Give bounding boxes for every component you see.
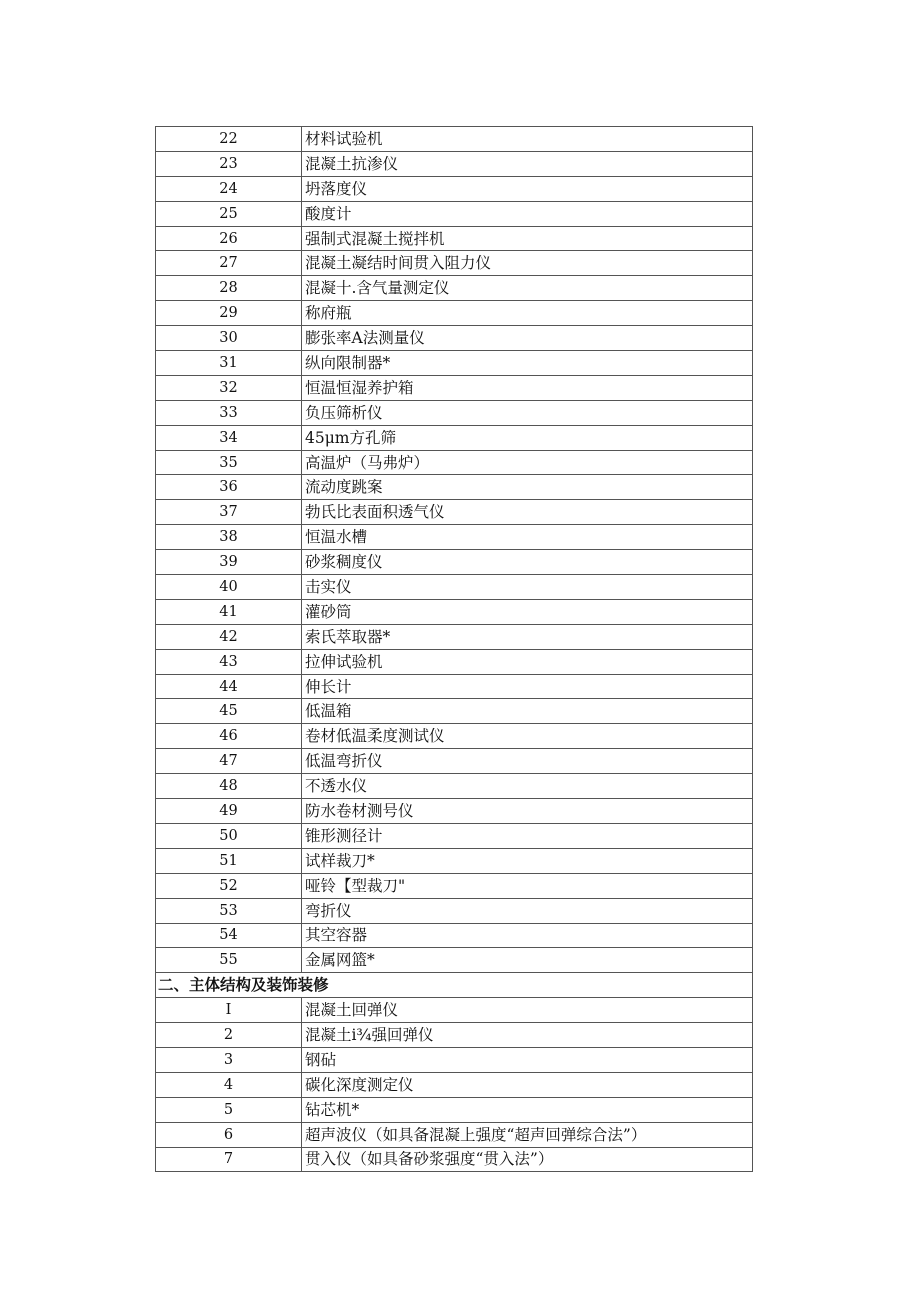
row-number: 3: [156, 1047, 302, 1072]
row-number: 43: [156, 649, 302, 674]
table-row: [156, 500, 753, 525]
row-number: 44: [156, 674, 302, 699]
equipment-name: 其空容器: [302, 923, 753, 948]
table-row: [156, 923, 753, 948]
table-row: [156, 251, 753, 276]
table-row: [156, 1147, 753, 1172]
equipment-name: 45μm方孔筛: [302, 425, 753, 450]
equipment-name: 钻芯机*: [302, 1097, 753, 1122]
equipment-name: 索氏萃取器*: [302, 624, 753, 649]
table-row: [156, 724, 753, 749]
row-number: 4: [156, 1072, 302, 1097]
row-number: 6: [156, 1122, 302, 1147]
equipment-name: 砂浆稠度仪: [302, 550, 753, 575]
table-row: [156, 301, 753, 326]
equipment-name: 强制式混凝土搅拌机: [302, 226, 753, 251]
section-header-row: [156, 973, 753, 998]
table-row: [156, 400, 753, 425]
table-row: [156, 1097, 753, 1122]
table-row: [156, 699, 753, 724]
table-row: [156, 525, 753, 550]
equipment-name: 拉伸试验机: [302, 649, 753, 674]
equipment-name: 流动度跳案: [302, 475, 753, 500]
row-number: 22: [156, 127, 302, 152]
table-row: [156, 276, 753, 301]
row-number: 46: [156, 724, 302, 749]
equipment-name: 击实仪: [302, 575, 753, 600]
equipment-name: 金属网篮*: [302, 948, 753, 973]
equipment-name: 超声波仪（如具备混凝上强度“超声回弹综合法”）: [302, 1122, 753, 1147]
equipment-name: 恒温恒湿养护箱: [302, 375, 753, 400]
equipment-name: 钢砧: [302, 1047, 753, 1072]
table-row: [156, 226, 753, 251]
equipment-name: 材料试验机: [302, 127, 753, 152]
row-number: 27: [156, 251, 302, 276]
equipment-name: 弯折仪: [302, 898, 753, 923]
section-1-rows: [156, 127, 753, 973]
table-row: [156, 127, 753, 152]
row-number: 24: [156, 176, 302, 201]
equipment-name: 贯入仪（如具备砂浆强度“贯入法”）: [302, 1147, 753, 1172]
table-row: [156, 375, 753, 400]
table-row: [156, 823, 753, 848]
equipment-name: 勃氏比表面积透气仪: [302, 500, 753, 525]
equipment-name: 防水卷材测号仪: [302, 799, 753, 824]
row-number: 33: [156, 400, 302, 425]
row-number: 5: [156, 1097, 302, 1122]
table-row: [156, 674, 753, 699]
table-row: [156, 649, 753, 674]
row-number: 7: [156, 1147, 302, 1172]
equipment-name: 高温炉（马弗炉）: [302, 450, 753, 475]
equipment-table: [155, 126, 753, 1172]
row-number: 50: [156, 823, 302, 848]
section-title: 二、主体结构及装饰装修: [156, 973, 753, 998]
table-row: [156, 998, 753, 1023]
equipment-name: 酸度计: [302, 201, 753, 226]
table-row: [156, 1047, 753, 1072]
row-number: 39: [156, 550, 302, 575]
equipment-name: 灌砂筒: [302, 599, 753, 624]
equipment-name: 负压筛析仪: [302, 400, 753, 425]
table-row: [156, 550, 753, 575]
table-row: [156, 326, 753, 351]
row-number: 30: [156, 326, 302, 351]
row-number: 52: [156, 873, 302, 898]
equipment-name: 膨张率A法测量仪: [302, 326, 753, 351]
equipment-name: 锥形测径计: [302, 823, 753, 848]
section-2-header-group: [156, 973, 753, 998]
equipment-name: 卷材低温柔度测试仪: [302, 724, 753, 749]
table-row: [156, 624, 753, 649]
table-row: [156, 599, 753, 624]
row-number: 28: [156, 276, 302, 301]
row-number: 48: [156, 774, 302, 799]
equipment-name: 碳化深度测定仪: [302, 1072, 753, 1097]
table-row: [156, 799, 753, 824]
row-number: 41: [156, 599, 302, 624]
row-number: I: [156, 998, 302, 1023]
table-row: [156, 898, 753, 923]
table-row: [156, 351, 753, 376]
row-number: 53: [156, 898, 302, 923]
table-row: [156, 1023, 753, 1048]
row-number: 34: [156, 425, 302, 450]
equipment-name: 混凝土凝结时间贯入阻力仪: [302, 251, 753, 276]
equipment-name: 称府瓶: [302, 301, 753, 326]
table-row: [156, 1122, 753, 1147]
table-row: [156, 151, 753, 176]
section-2-rows: [156, 998, 753, 1172]
equipment-name: 纵向限制器*: [302, 351, 753, 376]
row-number: 45: [156, 699, 302, 724]
row-number: 32: [156, 375, 302, 400]
equipment-name: 低温弯折仪: [302, 749, 753, 774]
row-number: 31: [156, 351, 302, 376]
table-row: [156, 848, 753, 873]
equipment-name: 混凝土i¾强回弹仪: [302, 1023, 753, 1048]
equipment-name: 伸长计: [302, 674, 753, 699]
table-row: [156, 1072, 753, 1097]
row-number: 26: [156, 226, 302, 251]
row-number: 47: [156, 749, 302, 774]
equipment-name: 恒温水槽: [302, 525, 753, 550]
equipment-name: 混凝十.含气量测定仪: [302, 276, 753, 301]
table-row: [156, 450, 753, 475]
row-number: 54: [156, 923, 302, 948]
table-row: [156, 201, 753, 226]
row-number: 55: [156, 948, 302, 973]
table-row: [156, 774, 753, 799]
row-number: 23: [156, 151, 302, 176]
row-number: 25: [156, 201, 302, 226]
row-number: 42: [156, 624, 302, 649]
equipment-name: 不透水仪: [302, 774, 753, 799]
table-row: [156, 176, 753, 201]
equipment-name: 坍落度仪: [302, 176, 753, 201]
equipment-name: 混凝土回弹仪: [302, 998, 753, 1023]
row-number: 38: [156, 525, 302, 550]
table-row: [156, 575, 753, 600]
row-number: 36: [156, 475, 302, 500]
row-number: 51: [156, 848, 302, 873]
row-number: 40: [156, 575, 302, 600]
row-number: 49: [156, 799, 302, 824]
equipment-name: 哑铃【型裁刀": [302, 873, 753, 898]
table-row: [156, 475, 753, 500]
row-number: 2: [156, 1023, 302, 1048]
equipment-name: 混凝土抗渗仪: [302, 151, 753, 176]
table-row: [156, 873, 753, 898]
table-row: [156, 425, 753, 450]
equipment-name: 低温箱: [302, 699, 753, 724]
equipment-table-page: [155, 126, 753, 1172]
equipment-name: 试样裁刀*: [302, 848, 753, 873]
row-number: 29: [156, 301, 302, 326]
table-row: [156, 948, 753, 973]
row-number: 35: [156, 450, 302, 475]
table-row: [156, 749, 753, 774]
row-number: 37: [156, 500, 302, 525]
